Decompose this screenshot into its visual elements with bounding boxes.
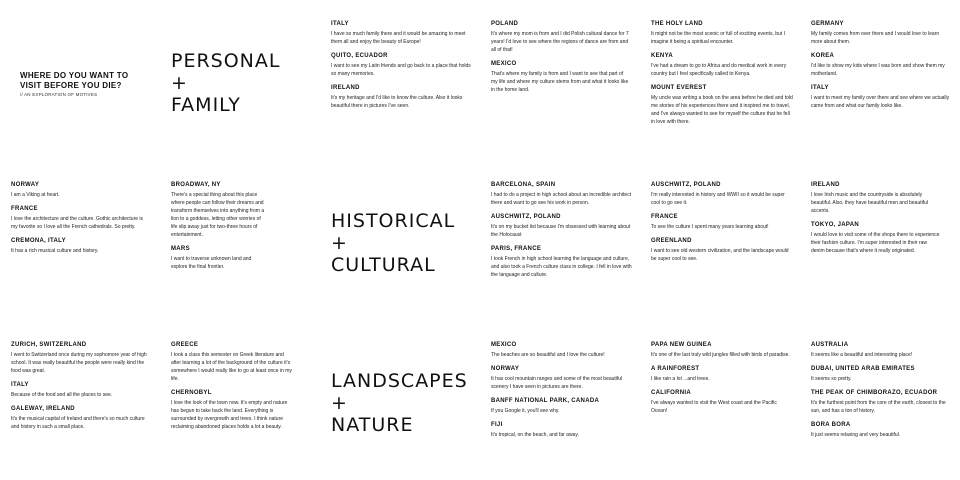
- category-line: FAMILY: [171, 94, 241, 116]
- place-reason: It's tropical, on the beach, and far away.: [491, 432, 579, 438]
- place-reason: It's my heritage and I'd like to know the culture. Also it looks beautiful there in pictures I've seen.: [331, 95, 463, 109]
- place-name: BORA BORA: [811, 422, 851, 428]
- place-name: THE PEAK OF CHIMBORAZO, ECUADOR: [811, 390, 938, 396]
- place-reason: I love Irish music and the countryside is absolutely beautiful. Also, they have beautiful men and beautiful accents.: [811, 192, 929, 214]
- place-name: IRELAND: [331, 85, 360, 91]
- list-item: [811, 222, 941, 255]
- place-reason: I want to traverse unknown land and explore the final frontier.: [171, 256, 252, 270]
- row2-col5: [651, 182, 793, 270]
- place-name: BANFF NATIONAL PARK, CANADA: [491, 398, 600, 404]
- list-item: [811, 21, 951, 46]
- category-plus: +: [331, 392, 348, 414]
- place-reason: It's on my bucket list because I'm obsessed with learning about the Holocaust: [491, 224, 631, 238]
- place-reason: To see the culture I spent many years learning about!: [651, 224, 769, 230]
- page-subtitle: // AN EXPLORATION OF MOTIVES: [20, 92, 98, 97]
- list-item: [811, 390, 951, 415]
- list-item: [811, 366, 951, 383]
- category-line: NATURE: [331, 414, 414, 436]
- category-line: CULTURAL: [331, 254, 436, 276]
- row2-col2: [171, 182, 266, 278]
- place-name: DUBAI, UNITED ARAB EMIRATES: [811, 366, 915, 372]
- place-name: BARCELONA, SPAIN: [491, 182, 556, 188]
- place-name: QUITO, ECUADOR: [331, 53, 388, 59]
- place-reason: I want to see old western civilization, and the landscape would be super cool to see.: [651, 248, 789, 262]
- place-name: KENYA: [651, 53, 673, 59]
- place-reason: I am a Viking at heart.: [11, 192, 60, 198]
- place-name: ITALY: [11, 382, 29, 388]
- list-item: [171, 182, 266, 239]
- place-name: MEXICO: [491, 61, 517, 67]
- place-reason: If you Google it, you'll see why.: [491, 408, 560, 414]
- row3-col4: [491, 342, 633, 446]
- list-item: [331, 21, 471, 46]
- place-reason: It has a rich musical culture and history.: [11, 248, 99, 254]
- list-item: [811, 182, 941, 215]
- list-item: [11, 342, 149, 375]
- row3-col6: [811, 342, 951, 446]
- place-reason: It has cool mountain ranges and some of the most beautiful scenery I have seen in pictures are there.: [491, 376, 623, 390]
- place-reason: I'm really interested in history and WWII so it would be super cool to go see it.: [651, 192, 785, 206]
- place-reason: I took French in high school learning the language and culture, and also took a French culture class in college. I fell in love with the language and culture.: [491, 256, 632, 278]
- list-item: [651, 21, 793, 46]
- place-name: ITALY: [331, 21, 349, 27]
- category-line: HISTORICAL: [331, 210, 456, 232]
- place-reason: There's a special thing about this place where people can follow their dreams and transform themselves into anything from a lion to a goddess, letting other worries of life slip away just for two-three hours of entertainment.: [171, 192, 265, 238]
- place-name: MARS: [171, 246, 190, 252]
- list-item: [491, 366, 633, 391]
- list-item: [171, 390, 295, 431]
- place-name: AUSTRALIA: [811, 342, 849, 348]
- place-reason: It's where my mom is from and I did Polish cultural dance for 7 years! I'd love to see where the regions of dance are from and all of that!: [491, 31, 629, 53]
- category-line: LANDSCAPES: [331, 370, 468, 392]
- list-item: [11, 406, 149, 431]
- list-item: [811, 422, 951, 439]
- place-reason: Because of the food and all the places to see.: [11, 392, 113, 398]
- list-item: [491, 246, 633, 279]
- list-item: [811, 53, 951, 78]
- place-name: GERMANY: [811, 21, 844, 27]
- place-name: POLAND: [491, 21, 519, 27]
- category-plus: +: [171, 72, 188, 94]
- list-item: [491, 422, 633, 439]
- place-reason: It seems so pretty.: [811, 376, 852, 382]
- list-item: [11, 382, 149, 399]
- row2-col4: [491, 182, 633, 286]
- list-item: [651, 53, 793, 78]
- list-item: [491, 61, 631, 94]
- list-item: [651, 182, 793, 207]
- list-item: [651, 214, 793, 231]
- place-reason: I love the look of the town now. It's empty and nature has begun to take back the land. Everything is surrounded by overgrowth and trees. I think nature reclaiming abandoned places holds a lot a beauty.: [171, 400, 288, 430]
- place-name: FIJI: [491, 422, 503, 428]
- list-item: [171, 342, 295, 383]
- category-line: PERSONAL: [171, 50, 281, 72]
- place-name: CREMONA, ITALY: [11, 238, 66, 244]
- list-item: [651, 238, 793, 263]
- place-reason: I like rain a lot ...and trees.: [651, 376, 710, 382]
- place-name: GALEWAY, IRELAND: [11, 406, 75, 412]
- list-item: [651, 390, 793, 415]
- list-item: [11, 238, 149, 255]
- place-reason: It's the furthest point from the core of the earth, closest to the sun, and has a ton of history.: [811, 400, 946, 414]
- list-item: [811, 85, 951, 110]
- place-name: NORWAY: [491, 366, 520, 372]
- list-item: [11, 182, 149, 199]
- list-item: [331, 85, 471, 110]
- place-reason: I'd like to show my kids where I was born and show them my motherland.: [811, 63, 945, 77]
- place-reason: It's the musical capital of Ireland and there's so much culture and history in such a small place.: [11, 416, 145, 430]
- list-item: [491, 214, 633, 239]
- place-name: PAPA NEW GUINEA: [651, 342, 712, 348]
- place-reason: It seems like a beautiful and interesting place!: [811, 352, 913, 358]
- place-name: MOUNT EVEREST: [651, 85, 707, 91]
- list-item: [491, 182, 633, 207]
- place-name: AUSCHWITZ, POLAND: [491, 214, 561, 220]
- place-name: KOREA: [811, 53, 835, 59]
- list-item: [491, 342, 633, 359]
- place-name: MEXICO: [491, 342, 517, 348]
- place-name: ITALY: [811, 85, 829, 91]
- place-name: AUSCHWITZ, POLAND: [651, 182, 721, 188]
- place-reason: I've had a dream to go to Africa and do medical work in every country but I feel specifically called to Kenya.: [651, 63, 787, 77]
- list-item: [331, 53, 471, 78]
- category-historical-cultural: [331, 210, 455, 276]
- row1-col5: [651, 21, 793, 133]
- place-reason: I would love to visit some of the shops there to experience their fashion culture. I'm super interested in their raw denim because that's where it really originated.: [811, 232, 940, 254]
- place-reason: I have so much family there and it would be amazing to meet them all and enjoy the beauty of Europe!: [331, 31, 466, 45]
- place-name: ZURICH, SWITZERLAND: [11, 342, 87, 348]
- place-name: A RAINFOREST: [651, 366, 700, 372]
- place-name: BROADWAY, NY: [171, 182, 221, 188]
- list-item: [811, 342, 951, 359]
- place-name: FRANCE: [651, 214, 678, 220]
- place-name: IRELAND: [811, 182, 840, 188]
- place-reason: It just seems relaxing and very beautiful.: [811, 432, 901, 438]
- row1-col6: [811, 21, 951, 117]
- list-item: [491, 21, 631, 54]
- place-reason: That's where my family is from and I want to see that part of my life and where my culture stems from and what it looks like in the home land.: [491, 71, 629, 93]
- place-name: NORWAY: [11, 182, 40, 188]
- place-reason: My family comes from over there and I would love to learn more about them.: [811, 31, 940, 45]
- list-item: [171, 246, 266, 271]
- place-name: FRANCE: [11, 206, 38, 212]
- row1-col4: [491, 21, 631, 101]
- place-name: GREECE: [171, 342, 199, 348]
- place-name: PARIS, FRANCE: [491, 246, 542, 252]
- place-reason: I had to do a project in high school about an incredible architect there and want to go see his work in person.: [491, 192, 632, 206]
- page-title: WHERE DO YOU WANT TO VISIT BEFORE YOU DIE?: [20, 71, 129, 90]
- place-reason: I've always wanted to visit the West coast and the Pacific Ocean!: [651, 400, 777, 414]
- list-item: [11, 206, 149, 231]
- place-name: GREENLAND: [651, 238, 692, 244]
- list-item: [651, 366, 793, 383]
- row1-col3: [331, 21, 471, 117]
- place-reason: I love the architecture and the culture. Gothic architecture is my favorite so I love all the French cathedrals. So pretty.: [11, 216, 144, 230]
- page-title-block: [20, 71, 150, 97]
- row3-col2: [171, 342, 295, 438]
- list-item: [651, 342, 793, 359]
- place-reason: I want to see my Latin friends and go back to a place that holds so many memories.: [331, 63, 471, 77]
- place-reason: My uncle was writing a book on the area before he died and told me stories of his experiences there and it inspired me to travel, and I've always wanted to see for myself the culture that he fell in love with there.: [651, 95, 793, 125]
- category-personal-family: [171, 50, 280, 116]
- row2-col6: [811, 182, 941, 262]
- row2-col1: [11, 182, 149, 262]
- row3-col5: [651, 342, 793, 422]
- place-name: CALIFORNIA: [651, 390, 691, 396]
- place-name: THE HOLY LAND: [651, 21, 703, 27]
- place-reason: It's one of the last truly wild jungles filled with birds of paradise.: [651, 352, 790, 358]
- place-reason: I took a class this semester on Greek literature and after learning a lot of the background of the culture it's somewhere I would really like to go at least once in my life.: [171, 352, 292, 382]
- category-landscapes-nature: [331, 370, 468, 436]
- list-item: [651, 85, 793, 126]
- row3-col1: [11, 342, 149, 438]
- place-reason: I want to meet my family over there and see where we actually came from and what our family looks like.: [811, 95, 950, 109]
- place-reason: It might not be the most scenic or full of exciting events, but I imagine it being a spiritual encounter.: [651, 31, 785, 45]
- place-name: TOKYO, JAPAN: [811, 222, 860, 228]
- place-reason: I went to Switzerland once during my sophomore year of high school. It was really beautiful the people were really kind the food was great.: [11, 352, 147, 374]
- place-name: CHERNOBYL: [171, 390, 212, 396]
- place-reason: The beaches are so beautiful and I love the culture!: [491, 352, 605, 358]
- list-item: [491, 398, 633, 415]
- category-plus: +: [331, 232, 348, 254]
